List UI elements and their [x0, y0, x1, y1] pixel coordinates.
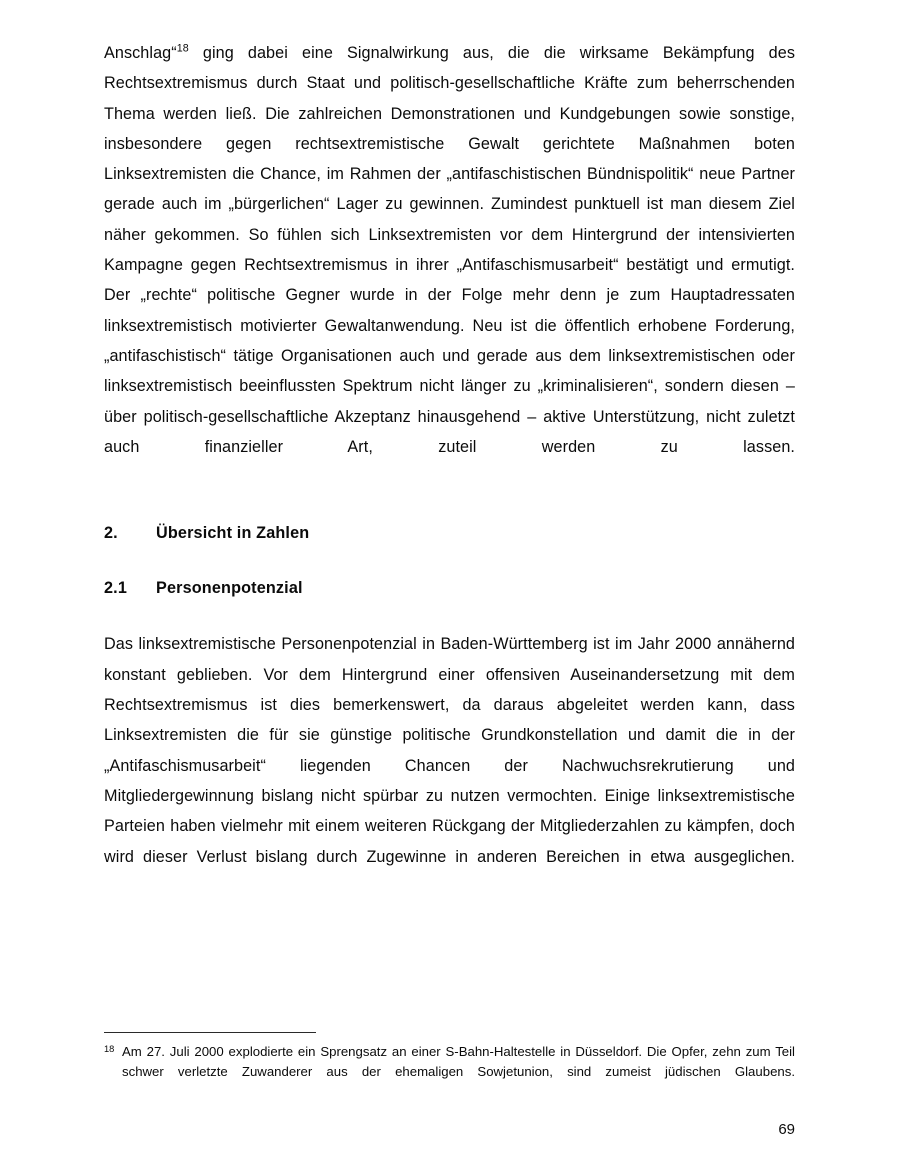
heading-section-2-title: Übersicht in Zahlen: [156, 524, 310, 543]
footnote-18: [104, 1042, 795, 1101]
spacer-before-section-heading: [104, 492, 795, 521]
heading-section-2-number: 2.: [104, 524, 118, 543]
paragraph-personenpotenzial: Das linksextremistische Personenpotenzial in Baden-Württemberg ist im Jahr 2000 annähernd konstant geblieben. Vor dem Hintergrund einer offensiven Auseinandersetzung mit dem Rechtsextremismus ist dies bemerkenswert, da daraus abgeleitet werden kann, dass Linksextremisten die für sie günstige politische Grundkonstellation und damit die in der „Antifaschismusarbeit“ liegenden Chancen der Nachwuchsrekrutierung und Mitgliedergewinnung bislang nicht spürbar zu nutzen vermochten. Einige linksextremistische Parteien haben vielmehr mit einem weiteren Rückgang der Mitgliederzahlen zu kämpfen, doch wird dieser Verlust bislang durch Zugewinne in anderen Bereichen in etwa ausgeglichen.: [104, 635, 795, 866]
footnote-number: 18: [104, 1044, 115, 1054]
page-content: [104, 38, 795, 902]
footnote-area: [104, 1032, 795, 1101]
footnote-reference-18[interactable]: 18: [176, 42, 189, 55]
paragraph-lead-text: Anschlag“: [104, 44, 177, 62]
heading-section-2-1-number: 2.1: [104, 579, 127, 598]
heading-section-2: [104, 521, 795, 545]
footnote-text: Am 27. Juli 2000 explodierte ein Sprengsatz an einer S-Bahn-Haltestelle in Düsseldorf. Die Opfer, zehn zum Teil schwer verletzte Zuwanderer aus der ehemaligen Sowjetunion, sind zumeist jüdischen Glaubens.: [122, 1044, 795, 1079]
heading-section-2-1: [104, 576, 795, 600]
spacer-before-subsection-heading: [104, 545, 795, 576]
paragraph-antifaschistische-buendnispolitik: [104, 38, 795, 492]
footnote-separator-rule: [104, 1032, 316, 1033]
paragraph-body-text: ging dabei eine Signalwirkung aus, die die wirksame Bekämpfung des Rechtsextremismus durch Staat und politisch-gesellschaftliche Kräfte zum beherrschenden Thema werden ließ. Die zahlreichen Demonstrationen und Kundgebungen sowie sonstige, insbesondere gegen rechtsextremistische Gewalt gerichtete Maßnahmen boten Linksextremisten die Chance, im Rahmen der „antifaschistischen Bündnispolitik“ neue Partner gerade auch im „bürgerlichen“ Lager zu gewinnen. Zumindest punktuell ist man diesem Ziel näher gekommen. So fühlen sich Linksextremisten vor dem Hintergrund der intensivierten Kampagne gegen Rechtsextremismus in ihrer „Antifaschismusarbeit“ bestätigt und ermutigt. Der „rechte“ politische Gegner wurde in der Folge mehr denn je zum Hauptadressaten linksextremistisch motivierter Gewaltanwendung. Neu ist die öffentlich erhobene Forderung, „antifaschistisch“ tätige Organisationen auch und gerade aus dem linksextremistischen oder linksextremistisch beeinflussten Spektrum nicht länger zu „kriminalisieren“, sondern diesen – über politisch-gesellschaftliche Akzeptanz hinausgehend – aktive Unterstützung, nicht zuletzt auch finanzieller Art, zuteil werden zu lassen.: [104, 44, 795, 456]
heading-section-2-1-title: Personenpotenzial: [156, 579, 303, 598]
spacer-before-paragraph-2: [104, 600, 795, 629]
page-number: 69: [778, 1121, 795, 1138]
